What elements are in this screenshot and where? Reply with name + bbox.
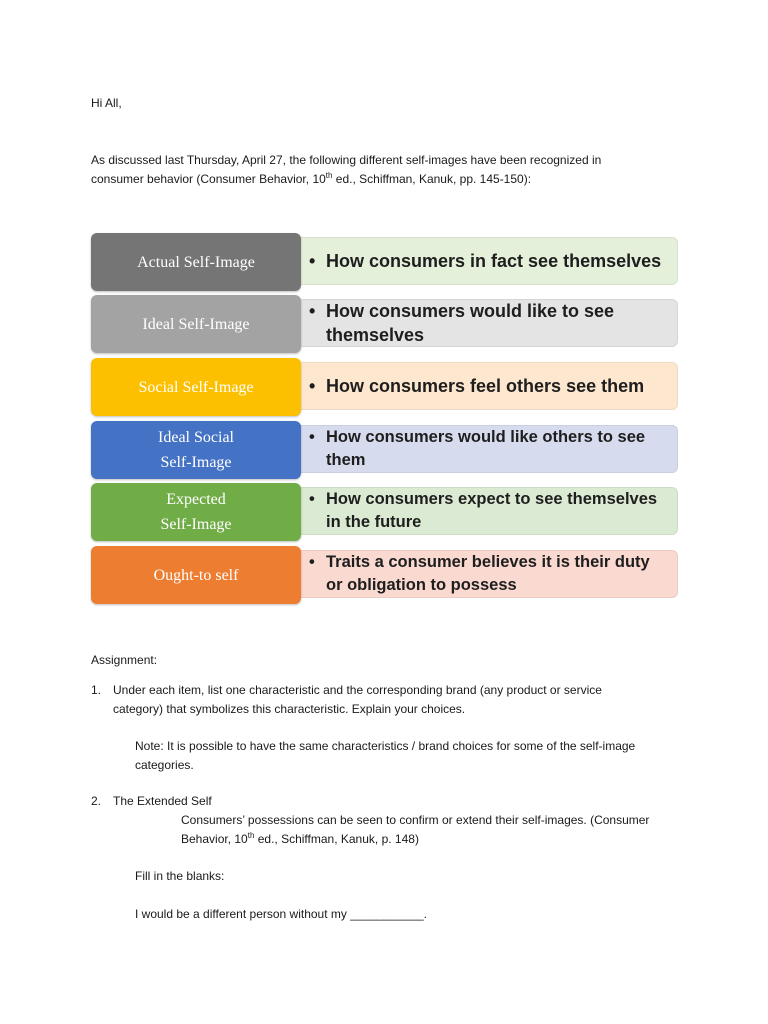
self-image-row [91,358,679,416]
extended-self-line-1: Consumers’ possessions can be seen to confirm or extend their self-images. (Consumer [181,813,650,827]
self-image-description: How consumers expect to see themselves in the future [326,490,658,531]
bullet: • [309,553,315,571]
note-line-2: categories. [135,757,194,772]
item-2-number: 2. [91,794,102,808]
bullet: • [309,490,315,508]
self-image-description: How consumers in fact see themselves [326,251,662,271]
note-line-1: Note: It is possible to have the same characteristics / brand choices for some of the self-image [135,739,636,753]
fill-in-heading: Fill in the blanks: [135,869,225,883]
intro-line-2 [91,170,601,189]
self-image-label: Actual Self-Image [91,233,301,291]
self-image-description-box [289,425,678,473]
self-image-description-box [289,487,678,535]
bullet: • [309,251,316,271]
intro-line-1: As discussed last Thursday, April 27, the following different self-images have been recognized in [91,153,602,167]
item-1-number: 1. [91,683,102,697]
self-image-row [91,421,679,479]
fill-in-sentence: I would be a different person without my ___________. [135,907,427,921]
self-image-description: How consumers would like to see themselves [326,301,615,345]
bullet: • [309,376,316,396]
greeting: Hi All, [91,96,122,110]
self-image-label: Ideal Social Self-Image [91,421,301,479]
extended-self-citation: ed., Schiffman, Kanuk, p. 148) [254,831,419,846]
self-image-description: Traits a consumer believes it is their duty or obligation to possess [326,553,650,594]
edition-superscript: th [325,170,333,180]
item-1-line-1: Under each item, list one characteristic and the corresponding brand (any product or service [113,683,602,697]
self-image-description-box [289,362,678,410]
assignment-heading: Assignment: [91,653,158,667]
self-image-row [91,295,679,353]
item-1-text [113,681,602,718]
bullet: • [309,301,316,321]
self-image-description-box [289,550,678,598]
self-image-label: Social Self-Image [91,358,301,416]
self-image-row [91,546,679,604]
self-image-row [91,483,679,541]
item-1-line-2: category) that symbolizes this characteristic. Explain your choices. [113,701,466,716]
bullet: • [309,428,315,446]
self-image-description: How consumers feel others see them [326,376,645,396]
intro-line-2-text: consumer behavior (Consumer Behavior, 10 [91,171,326,186]
self-image-description-box [289,299,678,347]
self-image-label: Ought-to self [91,546,301,604]
self-image-description: How consumers would like others to see them [326,428,646,469]
intro-line-2-citation: ed., Schiffman, Kanuk, pp. 145-150): [332,171,532,186]
self-image-description-box [289,237,678,285]
self-image-label: Ideal Self-Image [91,295,301,353]
self-image-label: Expected Self-Image [91,483,301,541]
extended-self-line-2 [181,830,649,849]
item-2-title: The Extended Self [113,794,212,808]
self-image-row [91,233,679,291]
edition-superscript: th [247,830,255,840]
note [135,737,635,774]
intro-paragraph [91,151,601,188]
extended-self-line-2-text: Behavior, 10 [181,831,248,846]
extended-self-text [181,811,649,848]
